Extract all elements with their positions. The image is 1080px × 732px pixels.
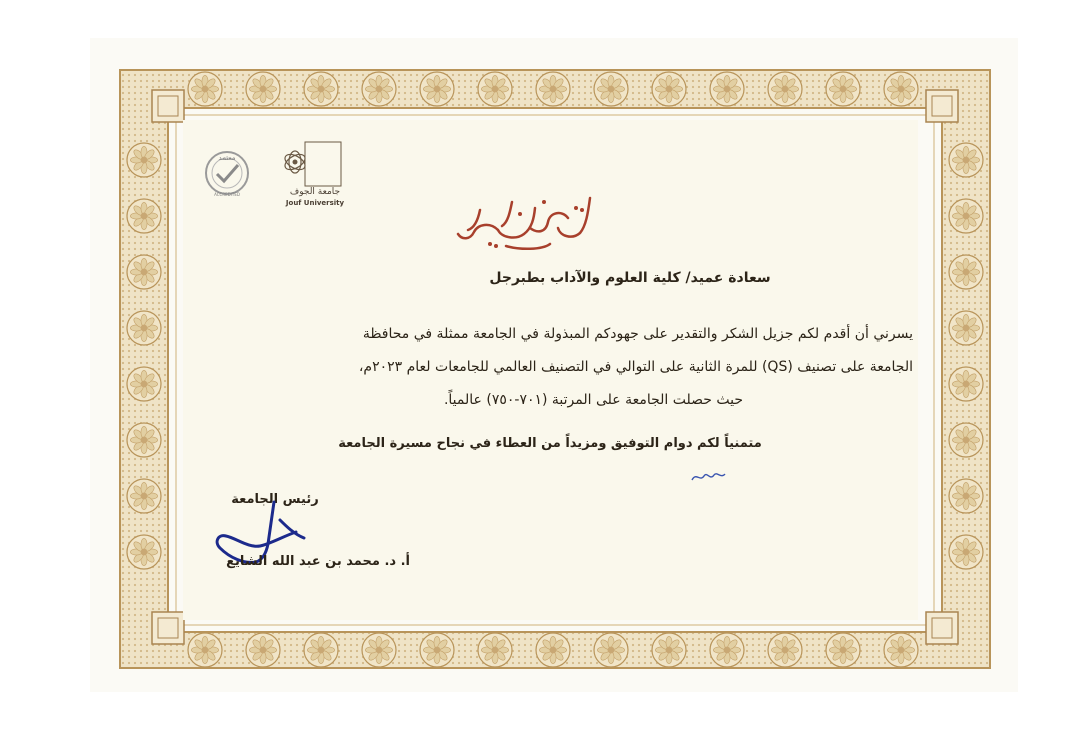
border-rosette bbox=[949, 199, 983, 233]
border-rosette bbox=[127, 423, 161, 457]
border-rosette bbox=[127, 367, 161, 401]
border-rosette bbox=[594, 72, 628, 106]
border-rosette bbox=[362, 633, 396, 667]
university-name-ar: جامعة الجوف bbox=[289, 187, 341, 197]
border-rosette bbox=[652, 633, 686, 667]
body-line-2: الجامعة على تصنيف (QS) للمرة الثانية على التوالي في التصنيف العالمي للجامعات لعام ٢٠٢٣م، bbox=[358, 359, 913, 375]
border-rosette bbox=[826, 72, 860, 106]
svg-text:حمودة: حمودة bbox=[708, 485, 711, 486]
border-rosette bbox=[652, 72, 686, 106]
body-line-3: حيث حصلت الجامعة على المرتبة (٧٠١-٧٥٠) عالمياً. bbox=[443, 392, 743, 408]
university-name-en: Jouf University bbox=[285, 199, 345, 207]
border-rosette bbox=[768, 633, 802, 667]
border-rosette bbox=[188, 633, 222, 667]
body-line-1: يسرني أن أقدم لكم جزيل الشكر والتقدير على جهودكم المبذولة في الجامعة ممثلة في محافظة bbox=[362, 326, 913, 342]
university-emblem-icon bbox=[282, 142, 341, 186]
border-rosette bbox=[127, 535, 161, 569]
thanks-calligraphy-title bbox=[450, 188, 610, 258]
calligraphy-text: شكر وتقدير bbox=[527, 256, 533, 257]
border-rosette bbox=[826, 633, 860, 667]
border-rosette bbox=[949, 535, 983, 569]
accreditation-label-en: ACCREDITED bbox=[214, 192, 240, 197]
border-rosette bbox=[949, 311, 983, 345]
border-rosette bbox=[884, 72, 918, 106]
border-rosette bbox=[420, 72, 454, 106]
border-rosette bbox=[127, 143, 161, 177]
border-rosette bbox=[246, 72, 280, 106]
border-rosette bbox=[478, 633, 512, 667]
recipient-line: سعادة عميد/ كلية العلوم والآداب بطبرجل bbox=[489, 270, 771, 286]
border-rosette bbox=[536, 633, 570, 667]
border-rosette bbox=[949, 143, 983, 177]
border-rosette bbox=[362, 72, 396, 106]
header-logos bbox=[205, 138, 345, 213]
border-rosette bbox=[420, 633, 454, 667]
border-rosette bbox=[949, 423, 983, 457]
border-rosette bbox=[127, 255, 161, 289]
signatory-name: أ. د. محمد بن عبد الله الشايع bbox=[226, 554, 410, 569]
border-rosette bbox=[127, 479, 161, 513]
closing-wish: متمنياً لكم دوام التوفيق ومزيداً من العطاء في نجاح مسيرة الجامعة bbox=[338, 436, 762, 451]
accreditation-label-ar: معتمد bbox=[218, 154, 236, 162]
border-rosette bbox=[304, 633, 338, 667]
border-rosette bbox=[127, 311, 161, 345]
border-rosette bbox=[710, 633, 744, 667]
border-rosette bbox=[246, 633, 280, 667]
border-rosette bbox=[127, 199, 161, 233]
border-rosette bbox=[536, 72, 570, 106]
border-rosette bbox=[949, 255, 983, 289]
border-rosette bbox=[594, 633, 628, 667]
border-rosette bbox=[478, 72, 512, 106]
small-handwritten-mark bbox=[688, 466, 728, 486]
border-rosette bbox=[768, 72, 802, 106]
border-rosette bbox=[949, 367, 983, 401]
border-rosette bbox=[884, 633, 918, 667]
border-rosette bbox=[710, 72, 744, 106]
border-rosette bbox=[188, 72, 222, 106]
certificate-body bbox=[168, 318, 913, 417]
signatory-title: رئيس الجامعة bbox=[231, 492, 319, 507]
border-rosette bbox=[304, 72, 338, 106]
border-rosette bbox=[949, 479, 983, 513]
